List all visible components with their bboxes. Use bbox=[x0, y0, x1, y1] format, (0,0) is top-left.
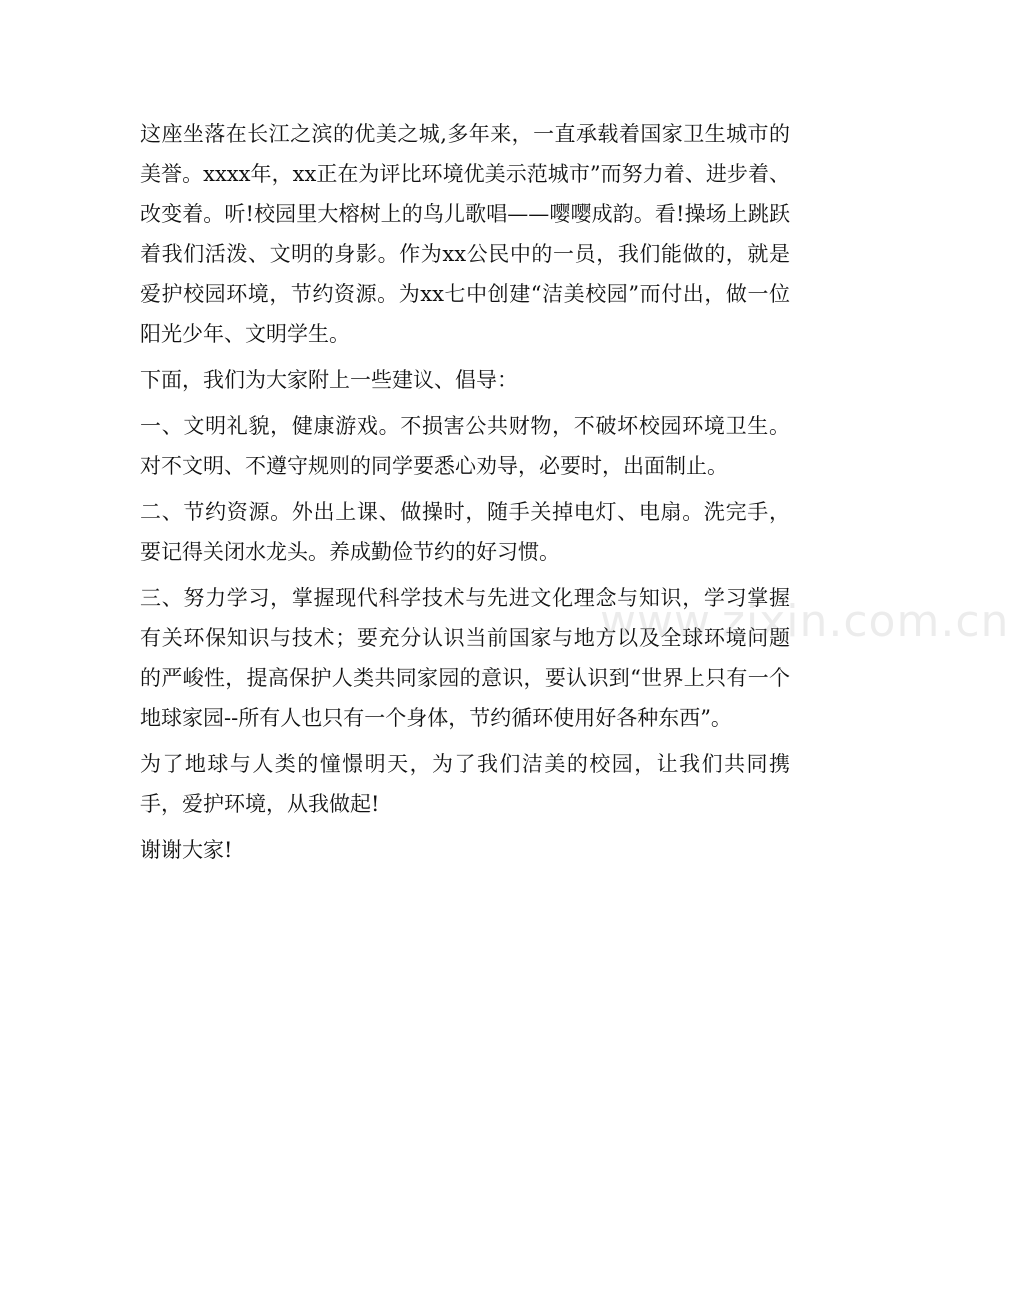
document-body bbox=[140, 114, 790, 876]
paragraph-suggestion-2: 二、节约资源。外出上课、做操时，随手关掉电灯、电扇。洗完手，要记得关闭水龙头。养成勤俭节约的好习惯。 bbox=[140, 500, 790, 564]
paragraph-suggestions-lead: 下面，我们为大家附上一些建议、倡导： bbox=[140, 368, 518, 392]
paragraph-suggestion-1: 一、文明礼貌，健康游戏。不损害公共财物，不破坏校园环境卫生。对不文明、不遵守规则的同学要悉心劝导，必要时，出面制止。 bbox=[140, 414, 790, 478]
paragraph-closing: 为了地球与人类的憧憬明天，为了我们洁美的校园，让我们共同携手，爱护环境，从我做起! bbox=[140, 752, 790, 816]
paragraph-thanks: 谢谢大家! bbox=[140, 838, 233, 862]
watermark-text: www.zixin.com.cn bbox=[600, 596, 1009, 647]
paragraph-suggestion-3: 三、努力学习，掌握现代科学技术与先进文化理念与知识，学习掌握有关环保知识与技术；要充分认识当前国家与地方以及全球环境问题的严峻性，提高保护人类共同家园的意识，要认识到“世界上只有一个地球家园--所有人也只有一个身体，节约循环使用好各种东西”。 bbox=[140, 586, 790, 730]
paragraph-intro: 这座坐落在长江之滨的优美之城,多年来，一直承载着国家卫生城市的美誉。xxxx年，xx正在为评比环境优美示范城市”而努力着、进步着、改变着。听!校园里大榕树上的鸟儿歌唱——嘤嘤成韵。看!操场上跳跃着我们活泼、文明的身影。作为xx公民中的一员，我们能做的，就是爱护校园环境，节约资源。为xx七中创建“洁美校园”而付出，做一位阳光少年、文明学生。 bbox=[140, 122, 790, 346]
